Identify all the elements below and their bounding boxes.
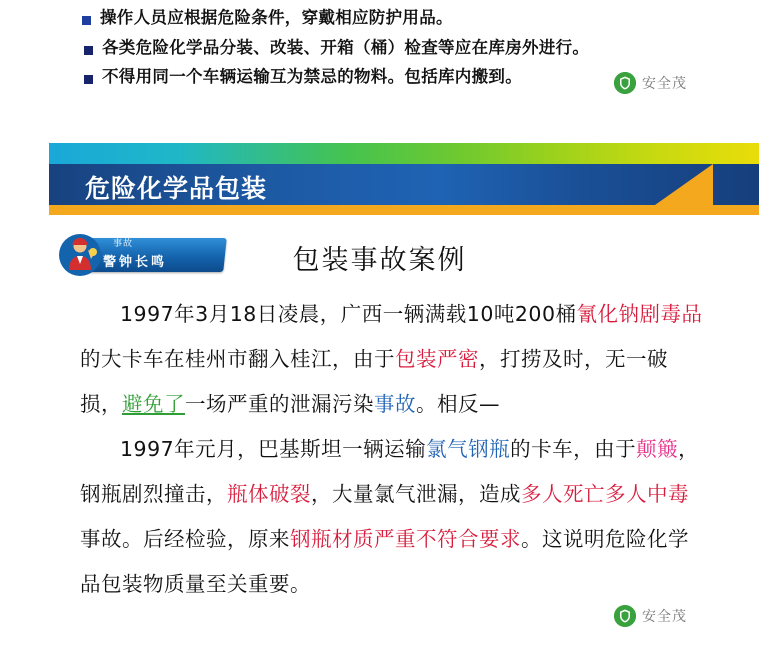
watermark-bottom: [614, 605, 687, 627]
p1-highlight-cyanide: 氰化钠剧毒品: [576, 302, 703, 326]
p2-seg5: ，钢瓶剧烈撞击，: [80, 437, 700, 506]
case-body: [80, 292, 708, 607]
p1-highlight-packing: 包装严密: [395, 347, 479, 371]
list-item: [0, 8, 759, 29]
paragraph-1: [80, 292, 708, 427]
p2-seg3: 的卡车，由于: [510, 437, 637, 461]
p2-seg9: 事故。后经检验，原来: [80, 527, 290, 551]
badge-sub-label: 事故: [113, 239, 134, 249]
p1-highlight-accident: 事故: [374, 392, 416, 416]
banner-notch-shape: [655, 164, 713, 205]
page-title: 危险化学品包装: [85, 174, 268, 203]
p1-seg7: 一场严重的泄漏污染: [185, 392, 374, 416]
list-item: [0, 38, 759, 59]
p2-seg1: 1997年元月，巴基斯坦一辆运输: [120, 437, 427, 461]
banner-bar: [49, 164, 759, 205]
p2-seg11: 。这说明危险化学品包装物质量至关重要。: [80, 527, 689, 596]
p2-highlight-bump: 颠簸: [636, 437, 679, 461]
shield-circle-icon: [614, 72, 636, 94]
case-heading: 包装事故案例: [292, 245, 467, 276]
banner-gradient-strip: [49, 143, 759, 164]
p2-highlight-material: 钢瓶材质严重不符合要求: [290, 527, 521, 551]
p1-seg1: 1997年3月18日凌晨，广西一辆满载10吨200桶: [120, 302, 577, 326]
shield-circle-icon: [614, 605, 636, 627]
bullet-text: 操作人员应根据危险条件，穿戴相应防护用品。: [100, 8, 453, 27]
section-banner: [0, 143, 759, 216]
bullet-text: 不得用同一个车辆运输互为禁忌的物料。包括库内搬到。: [102, 67, 522, 87]
p1-highlight-avoided: 避免了: [122, 392, 185, 416]
badge-main-label: 警钟长鸣: [103, 255, 168, 270]
watermark-top: [614, 72, 687, 94]
p1-seg5: ，打捞及时，无一破损，: [80, 347, 668, 416]
paragraph-2: [80, 427, 708, 607]
p1-seg3: 的大卡车在桂州市翻入桂江，由于: [80, 347, 395, 371]
watermark-label: 安全茂: [642, 609, 687, 625]
p2-highlight-cylinder: 氯气钢瓶: [426, 437, 511, 461]
p2-highlight-rupture: 瓶体破裂: [227, 482, 311, 506]
square-bullet-icon: [84, 75, 93, 84]
bullet-text: 各类危险化学品分装、改装、开箱（桶）检查等应在库房外进行。: [102, 37, 590, 57]
square-bullet-icon: [84, 46, 93, 55]
banner-accent-bar: [49, 205, 759, 215]
p2-seg7: ，大量氯气泄漏，造成: [311, 482, 521, 506]
square-bullet-icon: [82, 16, 91, 25]
p1-seg9: 。相反—: [416, 392, 500, 416]
p2-highlight-casualties: 多人死亡多人中毒: [521, 482, 689, 506]
watermark-label: 安全茂: [642, 76, 687, 92]
